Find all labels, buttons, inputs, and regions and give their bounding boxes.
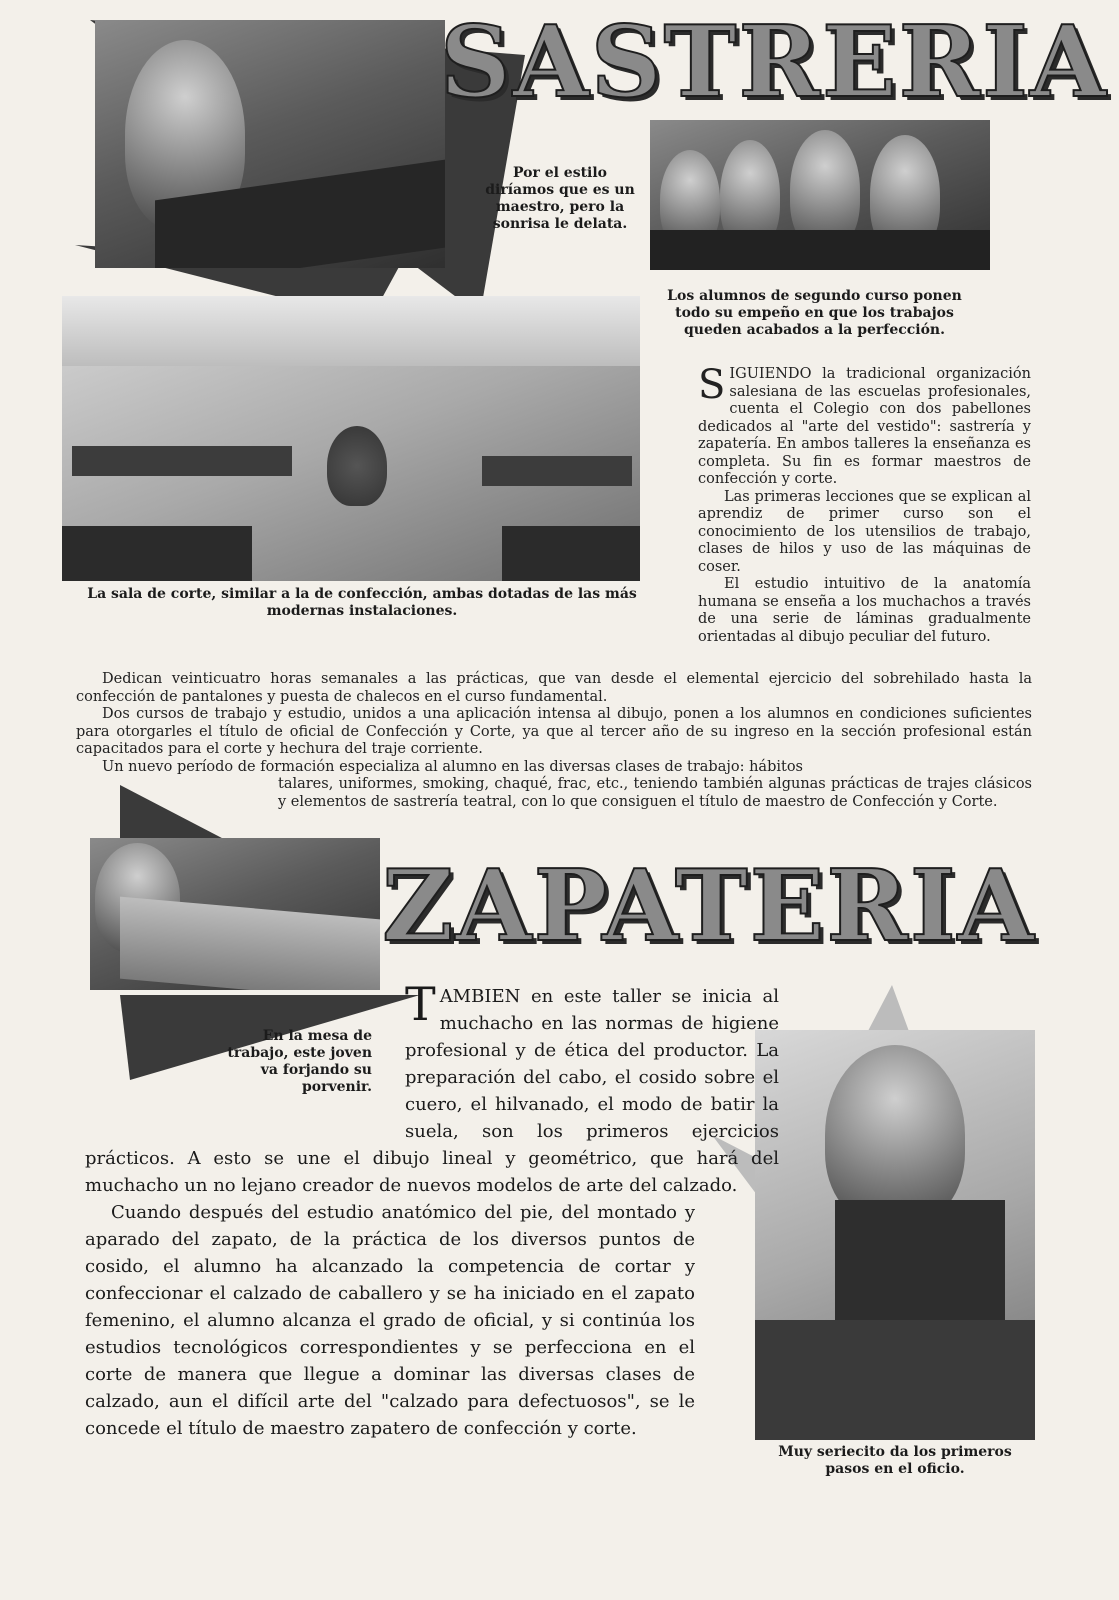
title-sastreria: SASTRERIA [440, 5, 1108, 120]
caption-cutting-room: La sala de corte, similar a la de confección, ambas dotadas de las más modernas instalaciones. [87, 586, 637, 619]
zapateria-p1: AMBIEN en este taller se inicia al muchacho en las normas de higiene profesional y de ética del productor. La preparación del cabo, el cosido sobre el cuero, el hilvanado, el modo de batir la suela, son los primeros ejercicios prácticos. A esto se une el dibujo lineal y geométrico, que hará del muchacho un no lejano creador de nuevos modelos de arte del calzado. [85, 986, 779, 1196]
zapateria-body-text [85, 977, 779, 1442]
sastreria-col-p1: IGUIENDO la tradicional organización salesiana de las escuelas profesionales, cuenta el Colegio con dos pabellones dedicados al "arte del vestido": sastrería y zapatería. En ambos talleres la enseñanza es completa. Su fin es formar maestros de confección y corte. [698, 366, 1031, 487]
sastreria-wide-p1: Dedican veinticuatro horas semanales a las prácticas, que van desde el elemental ejercicio del sobrehilado hasta la confección de pantalones y puesta de chalecos en el curso fundamental. [76, 671, 1032, 705]
zapateria-p2: Cuando después del estudio anatómico del pie, del montado y aparado del zapato, de la práctica de los diversos puntos de cosido, el alumno ha alcanzado la competencia de cortar y confeccionar el calzado de caballero y se ha iniciado en el zapato femenino, el alumno alcanza el grado de oficial, y si continúa los estudios tecnológicos correspondientes y se perfecciona en el corte de manera que llegue a dominar las diversas clases de calzado, aun el difícil arte del "calzado para defectuosos", se le concede el título de maestro zapatero de confección y corte. [85, 1202, 695, 1439]
photo-cutting-room [62, 296, 640, 581]
sastreria-col-p2: Las primeras lecciones que se explican al aprendiz de primer curso son el conocimiento de los utensilios de trabajo, clases de hilos y uso de las máquinas de coser. [698, 488, 1031, 575]
photo-young-shoemaker [755, 1030, 1035, 1440]
sastreria-wide-p3a: Un nuevo período de formación especializa al alumno en las diversas clases de trabajo: hábitos [102, 758, 803, 775]
caption-students: Los alumnos de segundo curso ponen todo su empeño en que los trabajos queden acabados a la perfección. [667, 288, 962, 338]
dropcap-t: T [405, 977, 436, 1031]
sastreria-column-text [698, 362, 1031, 646]
title-zapateria: ZAPATERIA [382, 849, 1036, 964]
sastreria-wide-p3b: talares, uniformes, smoking, chaqué, frac, etc., teniendo también algunas prácticas de trajes clásicos y elementos de sastrería teatral, con lo que consiguen el título de maestro de Confección y Corte. [278, 776, 1032, 810]
photo-shoemaker-table [90, 838, 380, 990]
sastreria-col-p3: El estudio intuitivo de la anatomía humana se enseña a los muchachos a través de una serie de láminas gradualmente orientadas al dibujo peculiar del futuro. [698, 576, 1031, 645]
caption-boy: Muy seriecito da los primeros pasos en el oficio. [778, 1444, 1012, 1477]
sastreria-wide-text [76, 671, 1032, 776]
photo-tailor-teacher [95, 20, 445, 268]
sastreria-wide-p2: Dos cursos de trabajo y estudio, unidos a una aplicación intensa al dibujo, ponen a los alumnos en condiciones suficientes para otorgarles el título de oficial de Confección y Corte, ya que al tercer año de su ingreso en la sección profesional están capacitados para el corte y hechura del traje corriente. [76, 706, 1032, 757]
photo-second-year-students [650, 120, 990, 270]
dropcap-s: S [698, 362, 726, 408]
caption-table: En la mesa de trabajo, este joven va forjando su porvenir. [227, 1028, 372, 1095]
caption-teacher: Por el estilo diríamos que es un maestro, pero la sonrisa le delata. [485, 165, 635, 232]
